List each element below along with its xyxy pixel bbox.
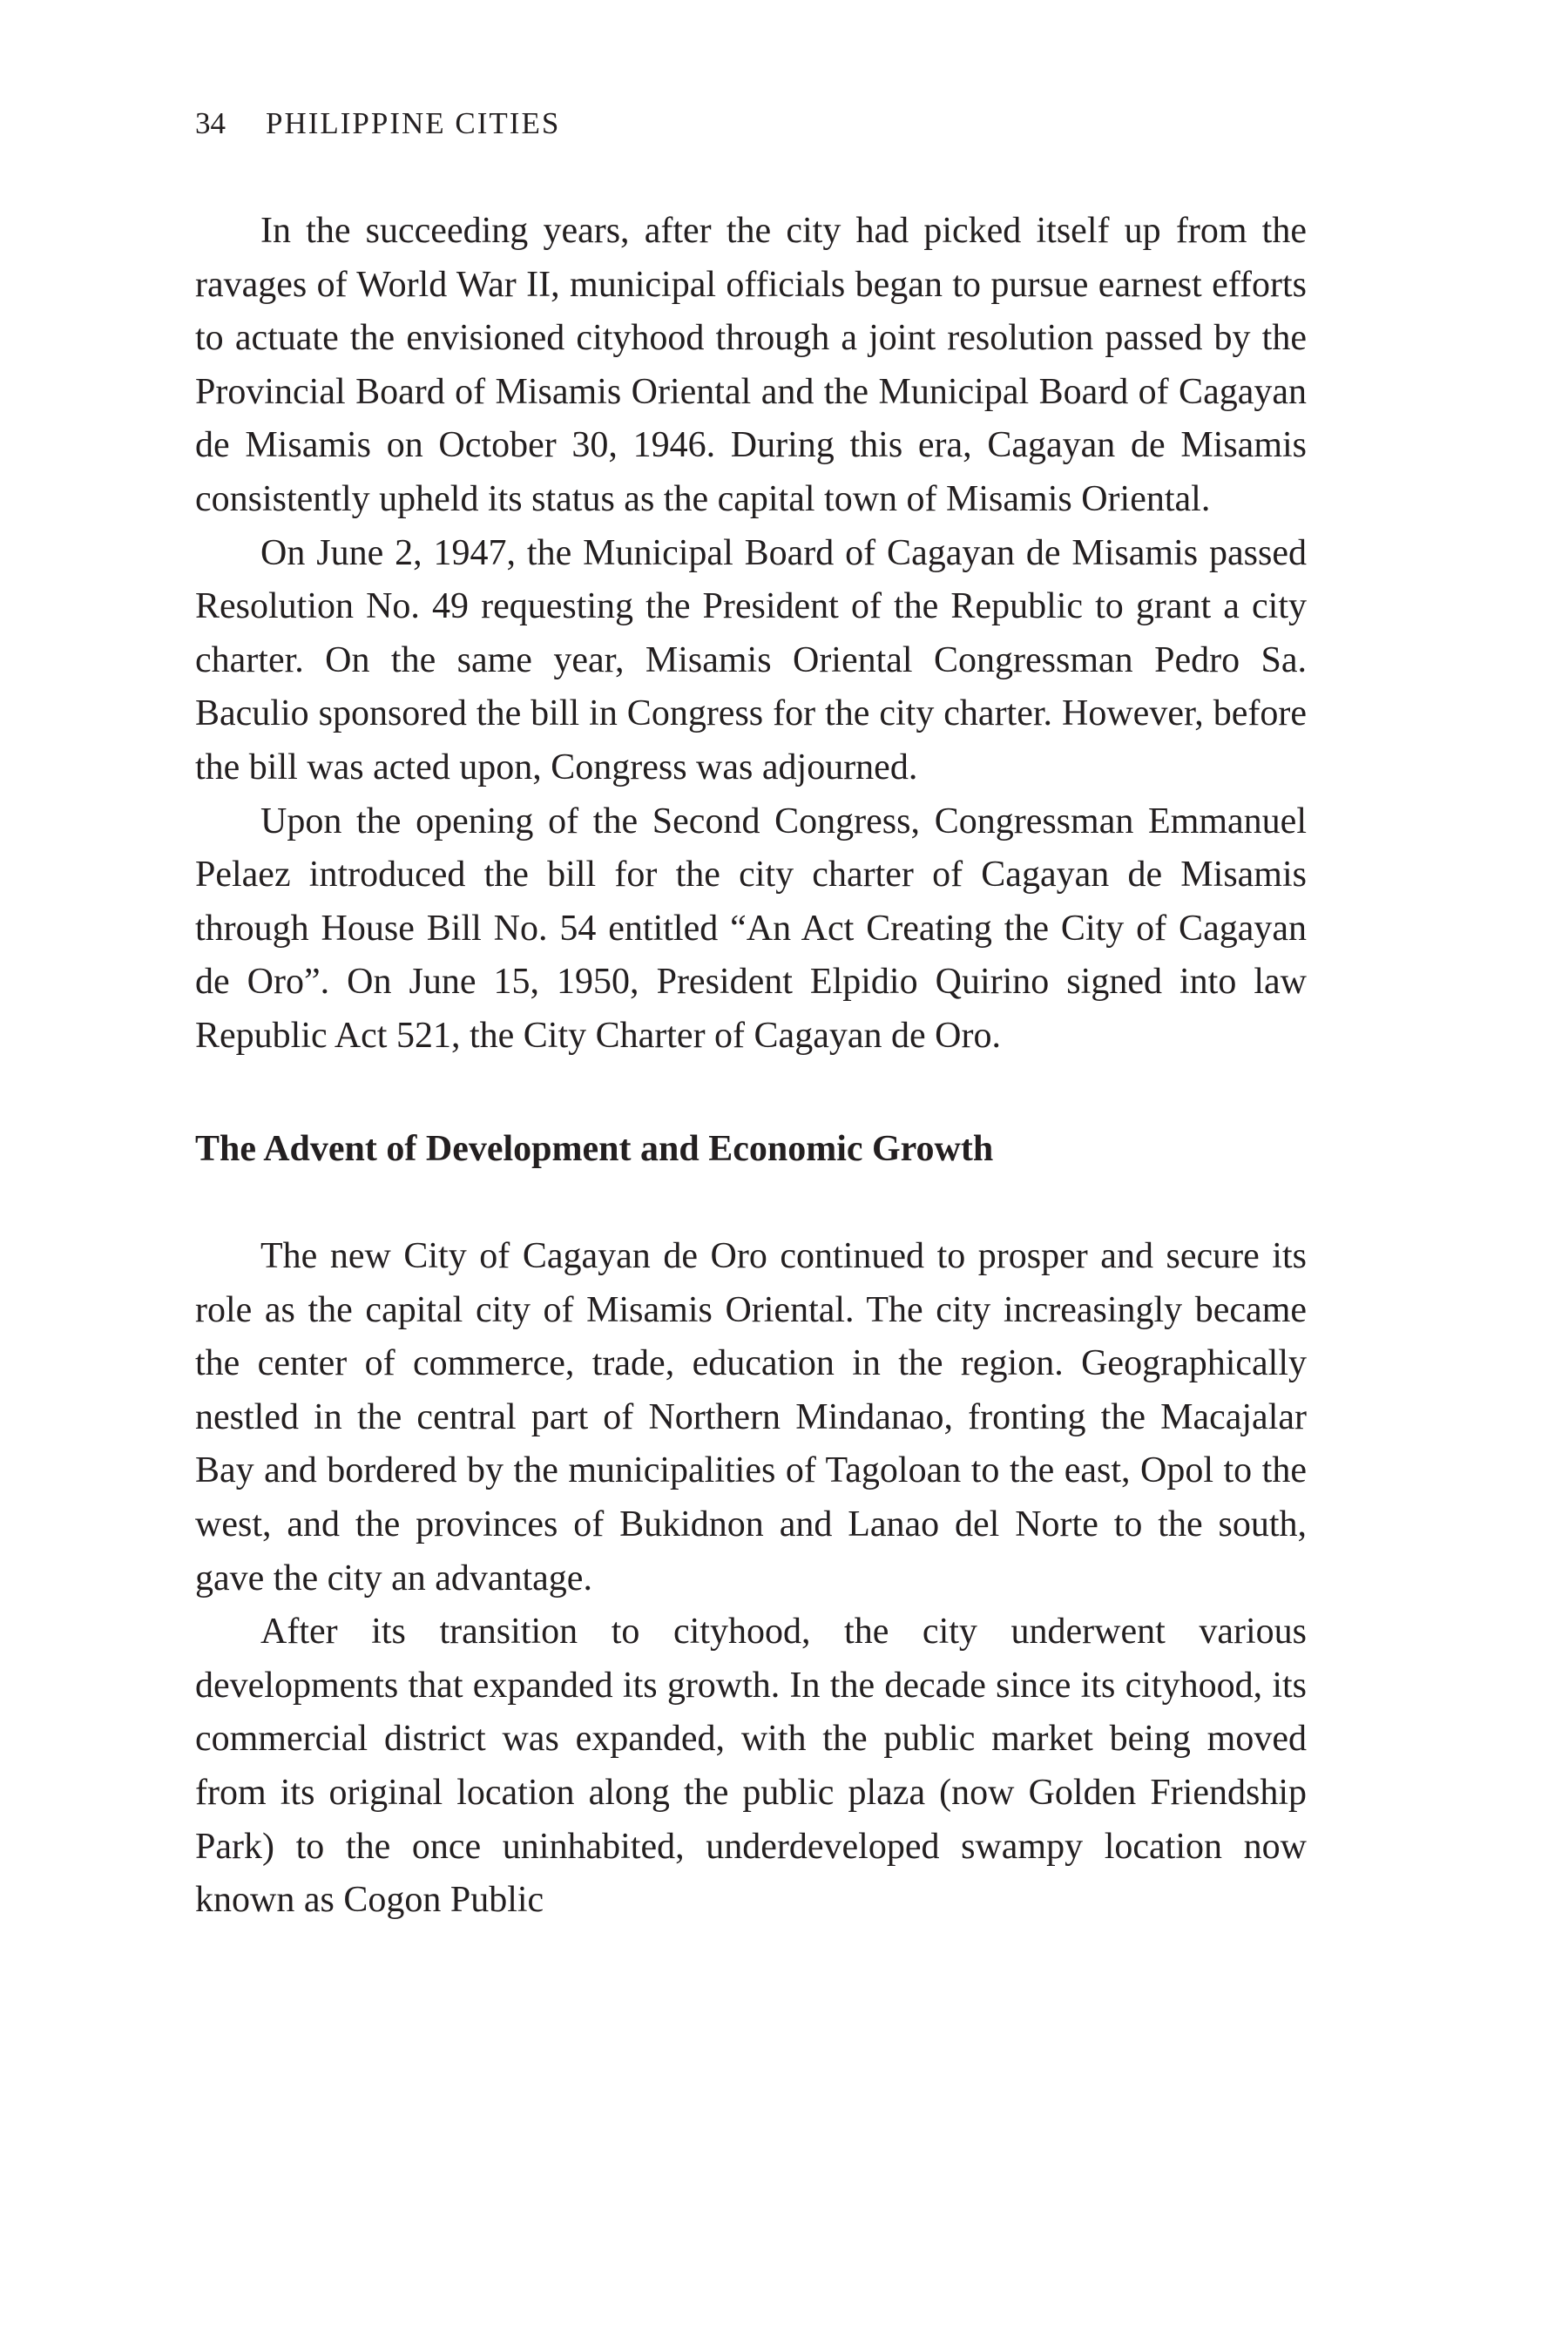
page-number: 34 <box>195 106 226 140</box>
paragraph-resolution-49: On June 2, 1947, the Municipal Board of Cagayan de Misamis passed Resolution No. 49 requesting the President of the Republic to grant a city charter. On the same year, Misamis Oriental Congressman Pedro Sa. Baculio sponsored the bill in Congress for the city charter. However, before the bill was acted upon, Congress was adjourned. <box>195 532 1307 787</box>
running-head <box>195 105 560 143</box>
paragraph-city-prosper: The new City of Cagayan de Oro continued to prosper and secure its role as the capital city of Misamis Oriental. The city increasingly became the center of commerce, trade, education in the region. Geographically nestled in the central part of Northern Mindanao, fronting the Macajalar Bay and bordered by the municipalities of Tagoloan to the east, Opol to the west, and the provinces of Bukidnon and Lanao del Norte to the south, gave the city an advantage. <box>195 1236 1307 1598</box>
paragraph-transition-cityhood: After its transition to cityhood, the city underwent various developments that expanded its growth. In the decade since its cityhood, its commercial district was expanded, with the public market being moved from its original location along the public plaza (now Golden Friendship Park) to the once uninhabited, underdeveloped swampy location now known as Cogon Public <box>195 1612 1307 1921</box>
section-heading: The Advent of Development and Economic Growth <box>195 1128 994 1169</box>
paragraph-cityhood-efforts: In the succeeding years, after the city had picked itself up from the ravages of World War II, municipal officials began to pursue earnest efforts to actuate the envisioned cityhood through a joint resolution passed by the Provincial Board of Misamis Oriental and the Municipal Board of Cagayan de Misamis on October 30, 1946. During this era, Cagayan de Misamis consistently upheld its status as the capital town of Misamis Oriental. <box>195 211 1307 519</box>
body-text <box>195 205 1307 1928</box>
paragraph-republic-act-521: Upon the opening of the Second Congress, Congressman Emmanuel Pelaez introduced the bill for the city charter of Cagayan de Misamis through House Bill No. 54 entitled “An Act Creating the City of Cagayan de Oro”. On June 15, 1950, President Elpidio Quirino signed into law Republic Act 521, the City Charter of Cagayan de Oro. <box>195 801 1307 1056</box>
running-head-title: PHILIPPINE CITIES <box>266 106 561 140</box>
